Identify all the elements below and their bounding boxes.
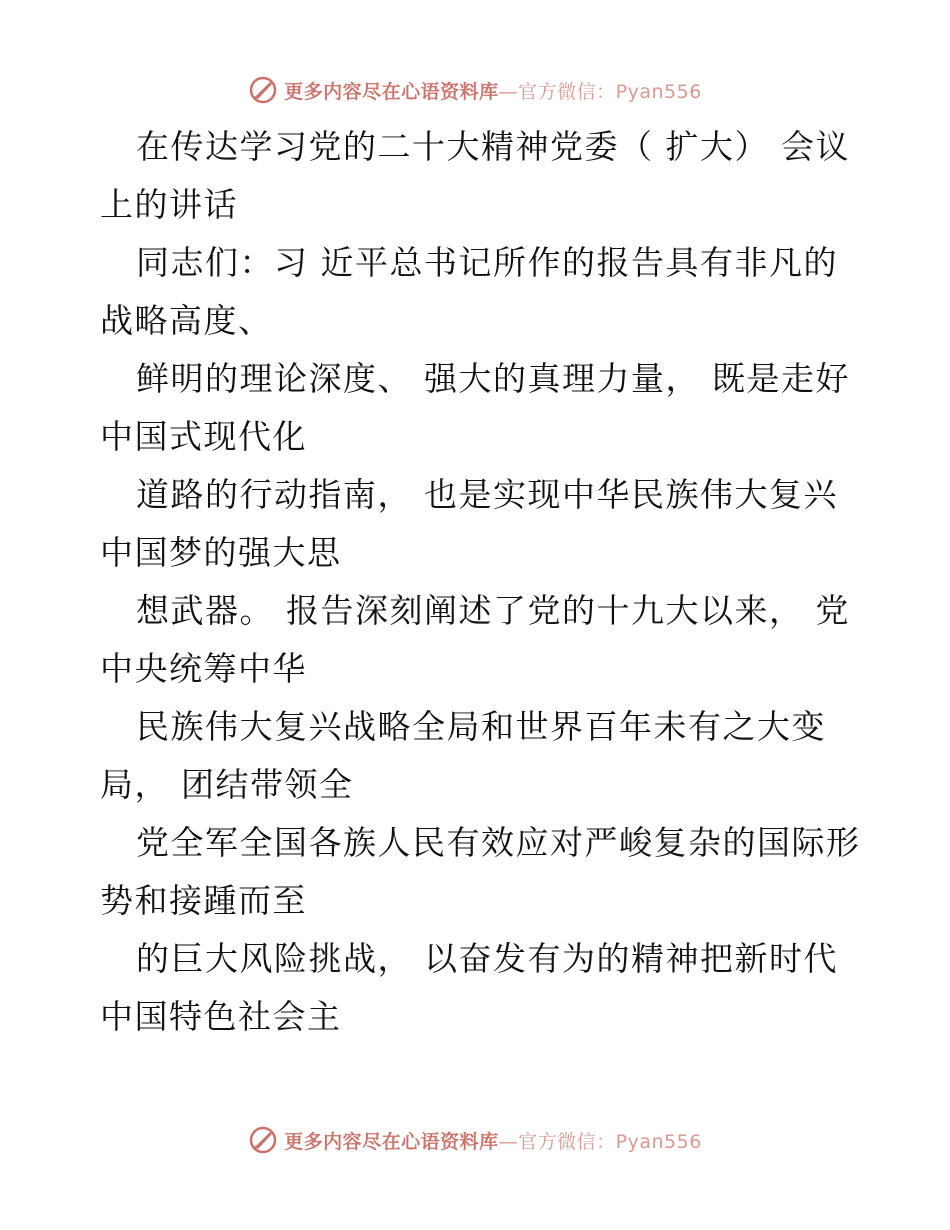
- text-line: 鲜明的理论深度、 强大的真理力量， 既是走好: [136, 359, 850, 398]
- watermark-rest: —官方微信：Pyan556: [498, 80, 702, 103]
- watermark-lead: 更多内容尽在心语资料库: [284, 1130, 499, 1153]
- text-line: 局， 团结带领全: [100, 765, 354, 804]
- text-line: 势和接踵而至: [100, 881, 307, 920]
- text-line: 中央统筹中华: [100, 649, 307, 688]
- text-line: 党全军全国各族人民有效应对严峻复杂的国际形: [136, 823, 861, 862]
- text-line: 中国特色社会主: [100, 997, 342, 1036]
- text-line: 在传达学习党的二十大精神党委（ 扩大） 会议: [136, 127, 850, 166]
- watermark-text: [284, 1127, 702, 1154]
- text-line: 道路的行动指南， 也是实现中华民族伟大复兴: [136, 475, 838, 514]
- text-line: 战略高度、: [100, 301, 273, 340]
- watermark-lead: 更多内容尽在心语资料库: [284, 80, 499, 103]
- watermark-rest: —官方微信：Pyan556: [498, 1130, 702, 1153]
- footer-watermark: [0, 1120, 950, 1160]
- text-line: 的巨大风险挑战， 以奋发有为的精神把新时代: [136, 939, 838, 978]
- text-line: 同志们：习 近平总书记所作的报告具有非凡的: [136, 243, 838, 282]
- text-line: 民族伟大复兴战略全局和世界百年未有之大变: [136, 707, 826, 746]
- header-watermark: [0, 70, 950, 110]
- quill-logo-icon: [248, 1125, 278, 1155]
- quill-logo-icon: [248, 75, 278, 105]
- text-line: 中国式现代化: [100, 417, 307, 456]
- text-line: 想武器。 报告深刻阐述了党的十九大以来， 党: [136, 591, 850, 630]
- document-body: [100, 118, 860, 1046]
- text-line: 上的讲话: [100, 185, 238, 224]
- text-line: 中国梦的强大思: [100, 533, 342, 572]
- watermark-text: [284, 77, 702, 104]
